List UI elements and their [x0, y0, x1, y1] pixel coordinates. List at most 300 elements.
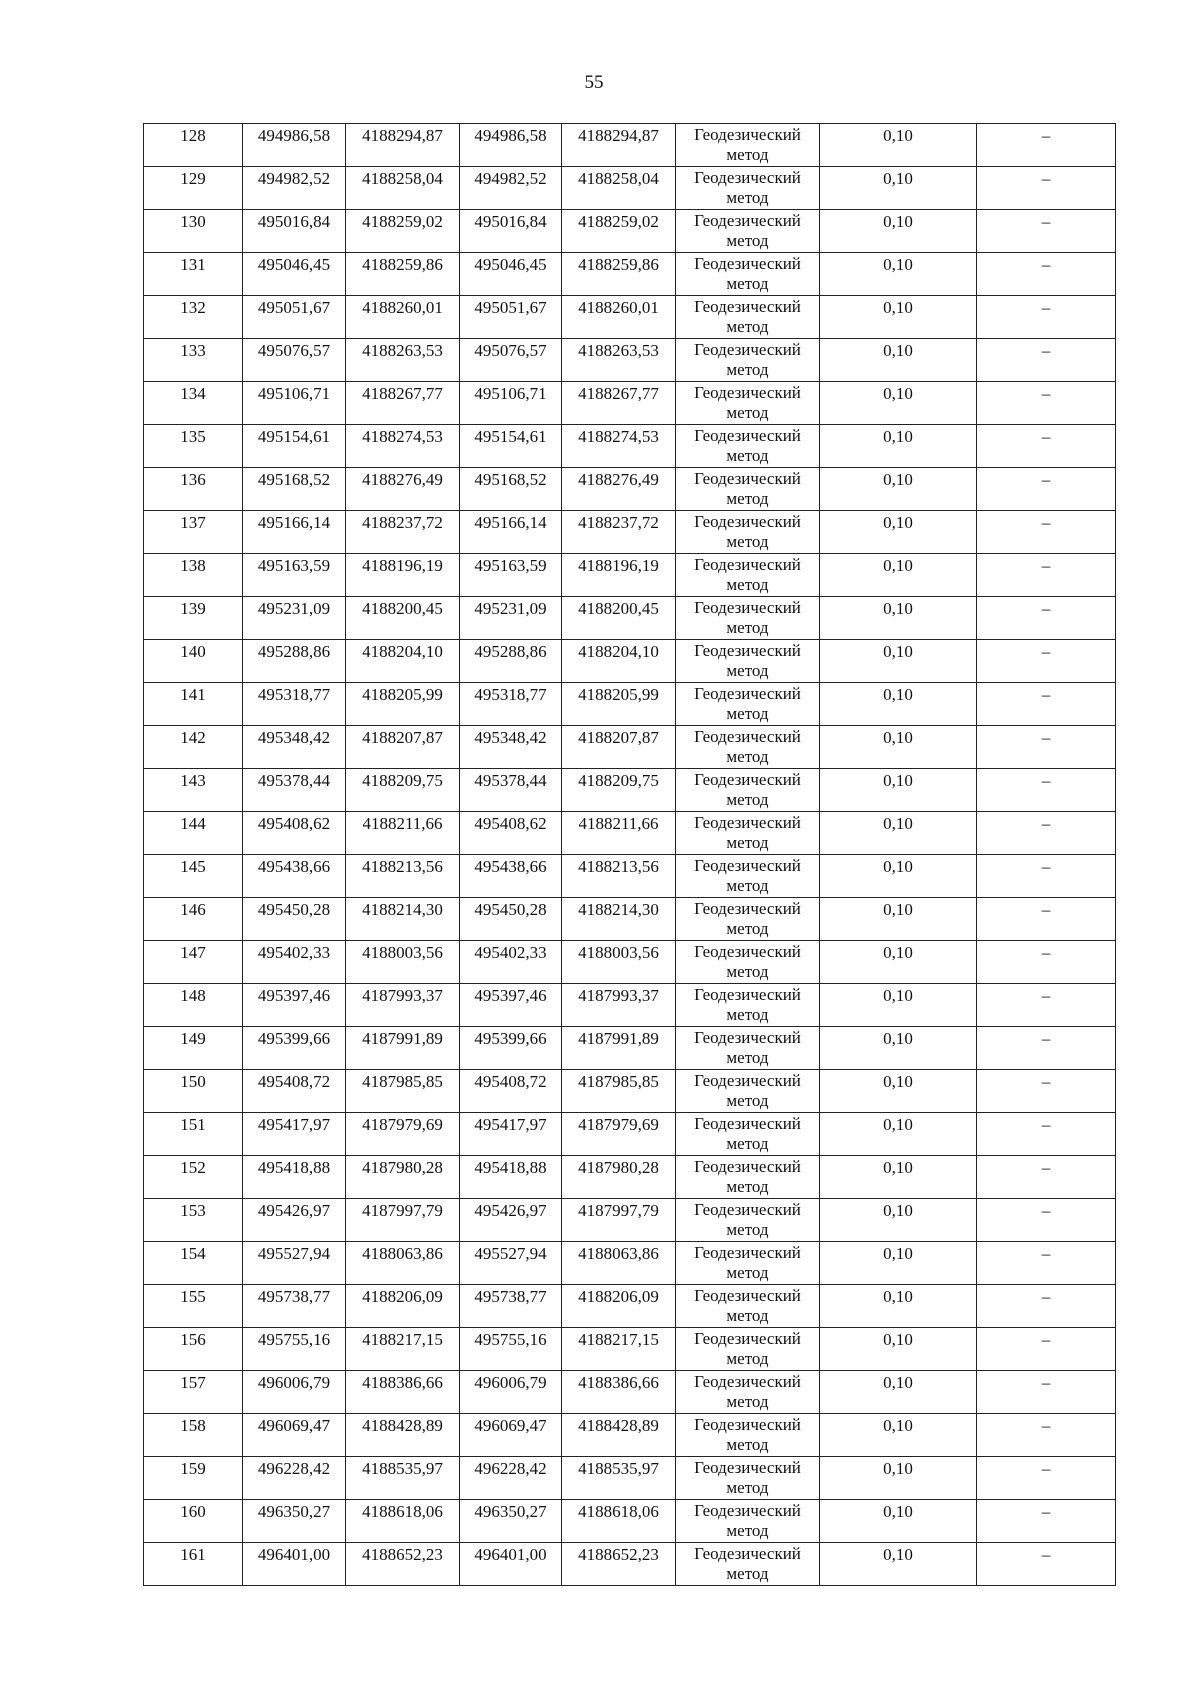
method-cell — [676, 253, 820, 296]
note-cell — [977, 1070, 1116, 1113]
table-row — [144, 1457, 1116, 1500]
refined-y-cell — [562, 769, 676, 812]
existing-y-cell — [346, 210, 460, 253]
table-row — [144, 339, 1116, 382]
table-row — [144, 1328, 1116, 1371]
table-row — [144, 1027, 1116, 1070]
accuracy-cell — [820, 640, 977, 683]
existing-x-cell — [243, 1070, 346, 1113]
existing-x-cell — [243, 1242, 346, 1285]
existing-y-cell-text: 4188258,04 — [362, 169, 443, 188]
existing-x-cell-text: 495408,72 — [257, 1072, 331, 1091]
refined-y-cell-text: 4188209,75 — [578, 771, 659, 790]
existing-y-cell — [346, 1371, 460, 1414]
note-cell — [977, 1328, 1116, 1371]
point-number-cell — [144, 124, 243, 167]
existing-y-cell — [346, 1500, 460, 1543]
note-cell — [977, 253, 1116, 296]
refined-y-cell-text: 4188258,04 — [578, 169, 659, 188]
existing-y-cell — [346, 1242, 460, 1285]
refined-x-cell — [460, 554, 562, 597]
accuracy-text: 0,10 — [883, 513, 913, 532]
point-number-cell — [144, 1070, 243, 1113]
refined-x-cell-text: 495288,86 — [474, 642, 547, 661]
method-text: Геодезический метод — [694, 297, 801, 336]
refined-y-cell — [562, 683, 676, 726]
existing-x-cell-text: 495318,77 — [257, 685, 331, 704]
refined-y-cell — [562, 1414, 676, 1457]
accuracy-text: 0,10 — [883, 943, 913, 962]
dash-text: – — [1041, 814, 1051, 833]
point-number-cell — [144, 683, 243, 726]
accuracy-text: 0,10 — [883, 685, 913, 704]
refined-y-cell-text: 4188213,56 — [578, 857, 659, 876]
refined-x-cell-text: 495106,71 — [474, 384, 547, 403]
existing-y-cell — [346, 1414, 460, 1457]
table-row — [144, 1113, 1116, 1156]
method-text: Геодезический метод — [694, 1200, 801, 1239]
accuracy-text: 0,10 — [883, 1115, 913, 1134]
method-cell — [676, 382, 820, 425]
accuracy-cell — [820, 1242, 977, 1285]
accuracy-cell — [820, 339, 977, 382]
existing-y-cell-text: 4188196,19 — [362, 556, 443, 575]
refined-y-cell — [562, 382, 676, 425]
existing-x-cell — [243, 511, 346, 554]
table-row — [144, 855, 1116, 898]
existing-y-cell-text: 4188263,53 — [362, 341, 443, 360]
method-cell — [676, 210, 820, 253]
accuracy-text: 0,10 — [883, 169, 913, 188]
refined-x-cell-text: 495408,72 — [474, 1072, 547, 1091]
method-cell — [676, 468, 820, 511]
table-row — [144, 425, 1116, 468]
existing-y-cell-text: 4188294,87 — [362, 126, 443, 145]
existing-x-cell — [243, 1199, 346, 1242]
dash-text: – — [1041, 1459, 1051, 1478]
existing-y-cell — [346, 511, 460, 554]
note-cell — [977, 1543, 1116, 1586]
existing-x-cell — [243, 1457, 346, 1500]
refined-x-cell — [460, 425, 562, 468]
method-text: Геодезический метод — [694, 340, 801, 379]
note-cell — [977, 382, 1116, 425]
point-number-cell-text: 160 — [180, 1502, 206, 1521]
refined-y-cell — [562, 1328, 676, 1371]
dash-text: – — [1041, 1416, 1051, 1435]
point-number-cell — [144, 1027, 243, 1070]
accuracy-cell — [820, 1414, 977, 1457]
note-cell — [977, 1414, 1116, 1457]
method-cell — [676, 1199, 820, 1242]
dash-text: – — [1041, 1029, 1051, 1048]
refined-y-cell — [562, 554, 676, 597]
refined-y-cell-text: 4188211,66 — [578, 814, 659, 833]
existing-y-cell — [346, 855, 460, 898]
existing-y-cell — [346, 1070, 460, 1113]
existing-y-cell — [346, 1328, 460, 1371]
dash-text: – — [1041, 169, 1051, 188]
method-cell — [676, 425, 820, 468]
existing-x-cell-text: 495438,66 — [257, 857, 331, 876]
existing-x-cell-text: 495417,97 — [257, 1115, 331, 1134]
method-text: Геодезический метод — [694, 899, 801, 938]
point-number-cell-text: 133 — [180, 341, 206, 360]
method-cell — [676, 1457, 820, 1500]
existing-y-cell — [346, 1543, 460, 1586]
existing-x-cell-text: 495231,09 — [257, 599, 331, 618]
refined-y-cell-text: 4188294,87 — [578, 126, 659, 145]
refined-y-cell-text: 4188260,01 — [578, 298, 659, 317]
accuracy-cell — [820, 769, 977, 812]
refined-x-cell-text: 494982,52 — [474, 169, 547, 188]
method-text: Геодезический метод — [694, 426, 801, 465]
existing-x-cell-text: 495166,14 — [257, 513, 331, 532]
accuracy-text: 0,10 — [883, 1330, 913, 1349]
refined-y-cell-text: 4188259,86 — [578, 255, 659, 274]
dash-text: – — [1041, 943, 1051, 962]
existing-y-cell — [346, 468, 460, 511]
accuracy-cell — [820, 124, 977, 167]
refined-x-cell-text: 495399,66 — [474, 1029, 547, 1048]
dash-text: – — [1041, 599, 1051, 618]
accuracy-text: 0,10 — [883, 599, 913, 618]
existing-y-cell — [346, 898, 460, 941]
existing-y-cell-text: 4188200,45 — [362, 599, 443, 618]
existing-y-cell — [346, 1199, 460, 1242]
method-text: Геодезический метод — [694, 985, 801, 1024]
accuracy-cell — [820, 1027, 977, 1070]
refined-y-cell-text: 4188204,10 — [578, 642, 659, 661]
existing-x-cell — [243, 1027, 346, 1070]
dash-text: – — [1041, 556, 1051, 575]
refined-x-cell-text: 495166,14 — [474, 513, 547, 532]
dash-text: – — [1041, 1373, 1051, 1392]
existing-x-cell — [243, 253, 346, 296]
refined-y-cell-text: 4188276,49 — [578, 470, 659, 489]
note-cell — [977, 640, 1116, 683]
refined-x-cell — [460, 1414, 562, 1457]
note-cell — [977, 683, 1116, 726]
method-text: Геодезический метод — [694, 383, 801, 422]
point-number-cell — [144, 1328, 243, 1371]
existing-y-cell-text: 4188237,72 — [362, 513, 443, 532]
existing-y-cell-text: 4188063,86 — [362, 1244, 443, 1263]
point-number-cell-text: 138 — [180, 556, 206, 575]
existing-x-cell-text: 495450,28 — [257, 900, 331, 919]
refined-x-cell-text: 495348,42 — [474, 728, 547, 747]
refined-y-cell-text: 4188214,30 — [578, 900, 659, 919]
existing-y-cell-text: 4187997,79 — [362, 1201, 443, 1220]
table-row — [144, 597, 1116, 640]
dash-text: – — [1041, 513, 1051, 532]
accuracy-text: 0,10 — [883, 1545, 913, 1564]
point-number-cell — [144, 1199, 243, 1242]
point-number-cell-text: 155 — [180, 1287, 206, 1306]
refined-y-cell-text: 4187979,69 — [578, 1115, 659, 1134]
refined-x-cell — [460, 296, 562, 339]
accuracy-text: 0,10 — [883, 255, 913, 274]
accuracy-text: 0,10 — [883, 1459, 913, 1478]
refined-x-cell — [460, 1543, 562, 1586]
table-row — [144, 296, 1116, 339]
existing-x-cell — [243, 1543, 346, 1586]
existing-y-cell-text: 4188618,06 — [362, 1502, 443, 1521]
note-cell — [977, 726, 1116, 769]
refined-y-cell-text: 4188237,72 — [578, 513, 659, 532]
accuracy-cell — [820, 597, 977, 640]
table-row — [144, 1156, 1116, 1199]
existing-x-cell-text: 495426,97 — [257, 1201, 331, 1220]
accuracy-text: 0,10 — [883, 1416, 913, 1435]
refined-x-cell-text: 496069,47 — [474, 1416, 547, 1435]
existing-y-cell — [346, 425, 460, 468]
refined-y-cell-text: 4188217,15 — [578, 1330, 659, 1349]
dash-text: – — [1041, 1502, 1051, 1521]
existing-y-cell — [346, 683, 460, 726]
accuracy-cell — [820, 1070, 977, 1113]
existing-x-cell-text: 495397,46 — [257, 986, 331, 1005]
point-number-cell — [144, 812, 243, 855]
table-row — [144, 253, 1116, 296]
refined-x-cell — [460, 1070, 562, 1113]
note-cell — [977, 511, 1116, 554]
point-number-cell-text: 161 — [180, 1545, 206, 1564]
refined-y-cell-text: 4188205,99 — [578, 685, 659, 704]
existing-x-cell-text: 495168,52 — [257, 470, 331, 489]
point-number-cell — [144, 1414, 243, 1457]
note-cell — [977, 468, 1116, 511]
refined-y-cell — [562, 296, 676, 339]
refined-x-cell-text: 494986,58 — [474, 126, 547, 145]
existing-y-cell — [346, 1156, 460, 1199]
existing-x-cell — [243, 1500, 346, 1543]
accuracy-text: 0,10 — [883, 470, 913, 489]
refined-x-cell — [460, 1500, 562, 1543]
existing-y-cell-text: 4188204,10 — [362, 642, 443, 661]
refined-y-cell — [562, 812, 676, 855]
dash-text: – — [1041, 126, 1051, 145]
point-number-cell — [144, 941, 243, 984]
accuracy-cell — [820, 812, 977, 855]
method-cell — [676, 855, 820, 898]
existing-x-cell — [243, 898, 346, 941]
accuracy-cell — [820, 1113, 977, 1156]
dash-text: – — [1041, 212, 1051, 231]
point-number-cell — [144, 1242, 243, 1285]
table-row — [144, 984, 1116, 1027]
existing-y-cell-text: 4188259,02 — [362, 212, 443, 231]
point-number-cell-text: 132 — [180, 298, 206, 317]
refined-y-cell-text: 4187980,28 — [578, 1158, 659, 1177]
refined-x-cell — [460, 1156, 562, 1199]
table-row — [144, 769, 1116, 812]
table-row — [144, 554, 1116, 597]
existing-x-cell-text: 494986,58 — [257, 126, 331, 145]
existing-x-cell-text: 495046,45 — [257, 255, 331, 274]
accuracy-cell — [820, 1457, 977, 1500]
existing-x-cell-text: 495051,67 — [257, 298, 331, 317]
existing-x-cell — [243, 167, 346, 210]
accuracy-cell — [820, 1156, 977, 1199]
point-number-cell-text: 140 — [180, 642, 206, 661]
refined-y-cell — [562, 124, 676, 167]
point-number-cell-text: 141 — [180, 685, 206, 704]
accuracy-cell — [820, 253, 977, 296]
existing-x-cell-text: 496069,47 — [257, 1416, 331, 1435]
existing-y-cell-text: 4188207,87 — [362, 728, 443, 747]
point-number-cell — [144, 1543, 243, 1586]
refined-x-cell — [460, 210, 562, 253]
existing-x-cell-text: 495348,42 — [257, 728, 331, 747]
dash-text: – — [1041, 1244, 1051, 1263]
existing-y-cell — [346, 812, 460, 855]
existing-x-cell — [243, 941, 346, 984]
refined-y-cell-text: 4188263,53 — [578, 341, 659, 360]
existing-y-cell — [346, 1113, 460, 1156]
table-row — [144, 167, 1116, 210]
point-number-cell — [144, 253, 243, 296]
accuracy-text: 0,10 — [883, 728, 913, 747]
refined-x-cell — [460, 640, 562, 683]
accuracy-text: 0,10 — [883, 1287, 913, 1306]
dash-text: – — [1041, 427, 1051, 446]
refined-x-cell-text: 495318,77 — [474, 685, 547, 704]
existing-y-cell-text: 4188386,66 — [362, 1373, 443, 1392]
refined-x-cell — [460, 1371, 562, 1414]
refined-x-cell — [460, 855, 562, 898]
note-cell — [977, 554, 1116, 597]
refined-y-cell — [562, 640, 676, 683]
note-cell — [977, 1113, 1116, 1156]
dash-text: – — [1041, 1158, 1051, 1177]
refined-x-cell-text: 495402,33 — [474, 943, 547, 962]
note-cell — [977, 1242, 1116, 1285]
existing-y-cell — [346, 597, 460, 640]
accuracy-cell — [820, 1500, 977, 1543]
refined-x-cell-text: 495051,67 — [474, 298, 547, 317]
note-cell — [977, 1285, 1116, 1328]
refined-y-cell-text: 4188618,06 — [578, 1502, 659, 1521]
point-number-cell-text: 153 — [180, 1201, 206, 1220]
refined-x-cell — [460, 726, 562, 769]
existing-x-cell-text: 495418,88 — [257, 1158, 331, 1177]
point-number-cell — [144, 468, 243, 511]
refined-y-cell — [562, 984, 676, 1027]
accuracy-text: 0,10 — [883, 427, 913, 446]
table-row — [144, 683, 1116, 726]
existing-y-cell — [346, 984, 460, 1027]
refined-x-cell-text: 496401,00 — [474, 1545, 547, 1564]
refined-x-cell-text: 495408,62 — [474, 814, 547, 833]
page-number: 55 — [584, 72, 604, 93]
refined-x-cell-text: 495076,57 — [474, 341, 547, 360]
existing-x-cell — [243, 382, 346, 425]
refined-y-cell — [562, 1371, 676, 1414]
existing-y-cell-text: 4188260,01 — [362, 298, 443, 317]
dash-text: – — [1041, 771, 1051, 790]
method-text: Геодезический метод — [694, 856, 801, 895]
note-cell — [977, 1199, 1116, 1242]
point-number-cell-text: 149 — [180, 1029, 206, 1048]
accuracy-text: 0,10 — [883, 1158, 913, 1177]
point-number-cell — [144, 167, 243, 210]
refined-x-cell — [460, 167, 562, 210]
point-number-cell — [144, 597, 243, 640]
table-body — [144, 124, 1116, 1586]
point-number-cell — [144, 1285, 243, 1328]
point-number-cell-text: 128 — [180, 126, 206, 145]
existing-x-cell-text: 495016,84 — [257, 212, 331, 231]
method-cell — [676, 554, 820, 597]
method-cell — [676, 1371, 820, 1414]
note-cell — [977, 812, 1116, 855]
accuracy-text: 0,10 — [883, 900, 913, 919]
point-number-cell-text: 157 — [180, 1373, 206, 1392]
accuracy-text: 0,10 — [883, 212, 913, 231]
table-row — [144, 1371, 1116, 1414]
refined-x-cell — [460, 984, 562, 1027]
existing-y-cell-text: 4188211,66 — [362, 814, 443, 833]
refined-y-cell — [562, 898, 676, 941]
accuracy-cell — [820, 683, 977, 726]
existing-x-cell-text: 495755,16 — [257, 1330, 331, 1349]
method-text: Геодезический метод — [694, 1114, 801, 1153]
method-text: Геодезический метод — [694, 770, 801, 809]
note-cell — [977, 941, 1116, 984]
refined-x-cell-text: 495417,97 — [474, 1115, 547, 1134]
method-cell — [676, 683, 820, 726]
existing-x-cell-text: 495154,61 — [257, 427, 331, 446]
note-cell — [977, 984, 1116, 1027]
method-text: Геодезический метод — [694, 1286, 801, 1325]
point-number-cell — [144, 1113, 243, 1156]
note-cell — [977, 1371, 1116, 1414]
dash-text: – — [1041, 1287, 1051, 1306]
method-text: Геодезический метод — [694, 1372, 801, 1411]
existing-y-cell-text: 4187993,37 — [362, 986, 443, 1005]
point-number-cell-text: 158 — [180, 1416, 206, 1435]
dash-text: – — [1041, 1115, 1051, 1134]
dash-text: – — [1041, 986, 1051, 1005]
method-text: Геодезический метод — [694, 942, 801, 981]
refined-x-cell-text: 495046,45 — [474, 255, 547, 274]
accuracy-text: 0,10 — [883, 1072, 913, 1091]
point-number-cell-text: 148 — [180, 986, 206, 1005]
note-cell — [977, 167, 1116, 210]
existing-x-cell — [243, 1113, 346, 1156]
existing-x-cell — [243, 769, 346, 812]
existing-x-cell-text: 495399,66 — [257, 1029, 331, 1048]
method-text: Геодезический метод — [694, 555, 801, 594]
existing-y-cell — [346, 167, 460, 210]
method-cell — [676, 1070, 820, 1113]
refined-x-cell-text: 495163,59 — [474, 556, 547, 575]
method-text: Геодезический метод — [694, 125, 801, 164]
existing-x-cell — [243, 726, 346, 769]
point-number-cell — [144, 1371, 243, 1414]
existing-y-cell-text: 4188217,15 — [362, 1330, 443, 1349]
dash-text: – — [1041, 1330, 1051, 1349]
dash-text: – — [1041, 1545, 1051, 1564]
accuracy-text: 0,10 — [883, 126, 913, 145]
method-text: Геодезический метод — [694, 1544, 801, 1583]
table-row — [144, 210, 1116, 253]
point-number-cell — [144, 984, 243, 1027]
existing-x-cell-text: 496350,27 — [257, 1502, 331, 1521]
method-cell — [676, 167, 820, 210]
refined-y-cell — [562, 468, 676, 511]
